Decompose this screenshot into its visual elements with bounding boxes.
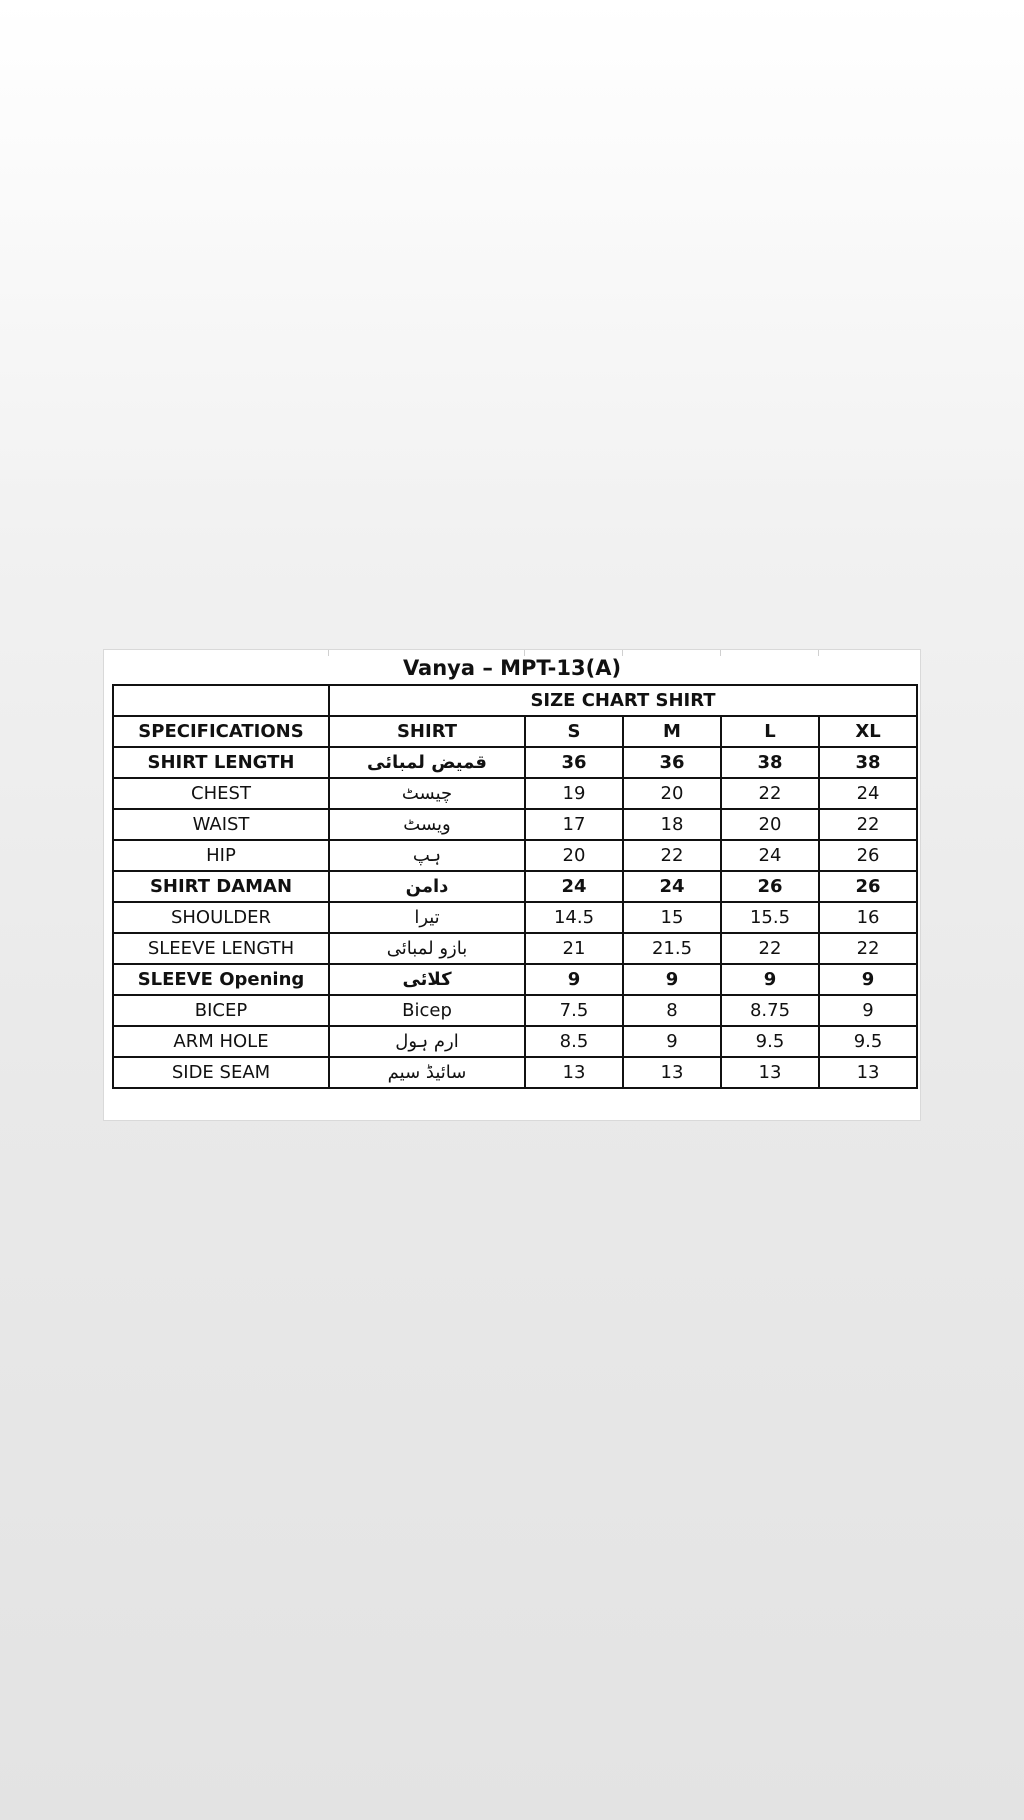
size-value-s: 19 [525,778,623,809]
spec-label: SLEEVE Opening [113,964,329,995]
table-row [113,809,917,840]
size-value-xl: 22 [819,809,917,840]
column-header-m: M [623,716,721,747]
size-value-s: 13 [525,1057,623,1088]
size-value-m: 22 [623,840,721,871]
column-header-shirt: SHIRT [329,716,525,747]
table-row [113,933,917,964]
table-row [113,902,917,933]
size-value-l: 9.5 [721,1026,819,1057]
column-header-xl: XL [819,716,917,747]
group-header-row [113,685,917,716]
size-value-xl: 26 [819,840,917,871]
size-value-xl: 9.5 [819,1026,917,1057]
shirt-label: تیرا [329,902,525,933]
spec-label: SLEEVE LENGTH [113,933,329,964]
size-value-xl: 13 [819,1057,917,1088]
size-value-m: 9 [623,964,721,995]
size-value-l: 22 [721,778,819,809]
spec-label: BICEP [113,995,329,1026]
group-header: SIZE CHART SHIRT [329,685,917,716]
shirt-label: قمیض لمبائی [329,747,525,778]
size-value-xl: 38 [819,747,917,778]
shirt-label: Bicep [329,995,525,1026]
chart-title: Vanya – MPT-13(A) [402,656,622,680]
size-value-m: 15 [623,902,721,933]
size-value-l: 24 [721,840,819,871]
spec-label: SHIRT DAMAN [113,871,329,902]
table-row [113,1026,917,1057]
column-header-l: L [721,716,819,747]
spec-label: SHIRT LENGTH [113,747,329,778]
size-value-xl: 9 [819,964,917,995]
size-value-l: 9 [721,964,819,995]
size-value-xl: 9 [819,995,917,1026]
size-value-l: 13 [721,1057,819,1088]
shirt-label: ویسٹ [329,809,525,840]
size-value-l: 20 [721,809,819,840]
shirt-label: بازو لمبائی [329,933,525,964]
size-value-l: 22 [721,933,819,964]
spec-label: HIP [113,840,329,871]
table-row [113,871,917,902]
column-header-s: S [525,716,623,747]
size-value-s: 20 [525,840,623,871]
spec-label: ARM HOLE [113,1026,329,1057]
spec-label: SIDE SEAM [113,1057,329,1088]
size-value-m: 21.5 [623,933,721,964]
size-value-s: 14.5 [525,902,623,933]
table-row [113,747,917,778]
size-value-l: 8.75 [721,995,819,1026]
size-value-m: 24 [623,871,721,902]
shirt-label: دامن [329,871,525,902]
spec-label: SHOULDER [113,902,329,933]
column-header-row [113,716,917,747]
size-value-s: 8.5 [525,1026,623,1057]
shirt-label: چیسٹ [329,778,525,809]
size-value-m: 9 [623,1026,721,1057]
column-header-specifications: SPECIFICATIONS [113,716,329,747]
size-value-s: 36 [525,747,623,778]
spec-label: CHEST [113,778,329,809]
spec-label: WAIST [113,809,329,840]
table-row [113,840,917,871]
size-value-s: 24 [525,871,623,902]
table-row [113,1057,917,1088]
size-value-xl: 22 [819,933,917,964]
size-chart-sheet [103,649,921,1121]
size-value-s: 7.5 [525,995,623,1026]
table-row [113,964,917,995]
size-value-xl: 16 [819,902,917,933]
size-value-l: 38 [721,747,819,778]
size-value-m: 8 [623,995,721,1026]
table-row [113,995,917,1026]
shirt-label: ارم ہول [329,1026,525,1057]
size-value-xl: 24 [819,778,917,809]
size-value-s: 9 [525,964,623,995]
size-value-m: 18 [623,809,721,840]
shirt-label: سائیڈ سیم [329,1057,525,1088]
size-value-s: 17 [525,809,623,840]
size-value-m: 36 [623,747,721,778]
size-value-l: 26 [721,871,819,902]
shirt-label: کلائی [329,964,525,995]
size-value-m: 20 [623,778,721,809]
size-value-m: 13 [623,1057,721,1088]
table-row [113,778,917,809]
size-value-s: 21 [525,933,623,964]
size-value-xl: 26 [819,871,917,902]
size-value-l: 15.5 [721,902,819,933]
shirt-label: ہپ [329,840,525,871]
size-chart-table [112,684,918,1089]
empty-header-cell [113,685,329,716]
